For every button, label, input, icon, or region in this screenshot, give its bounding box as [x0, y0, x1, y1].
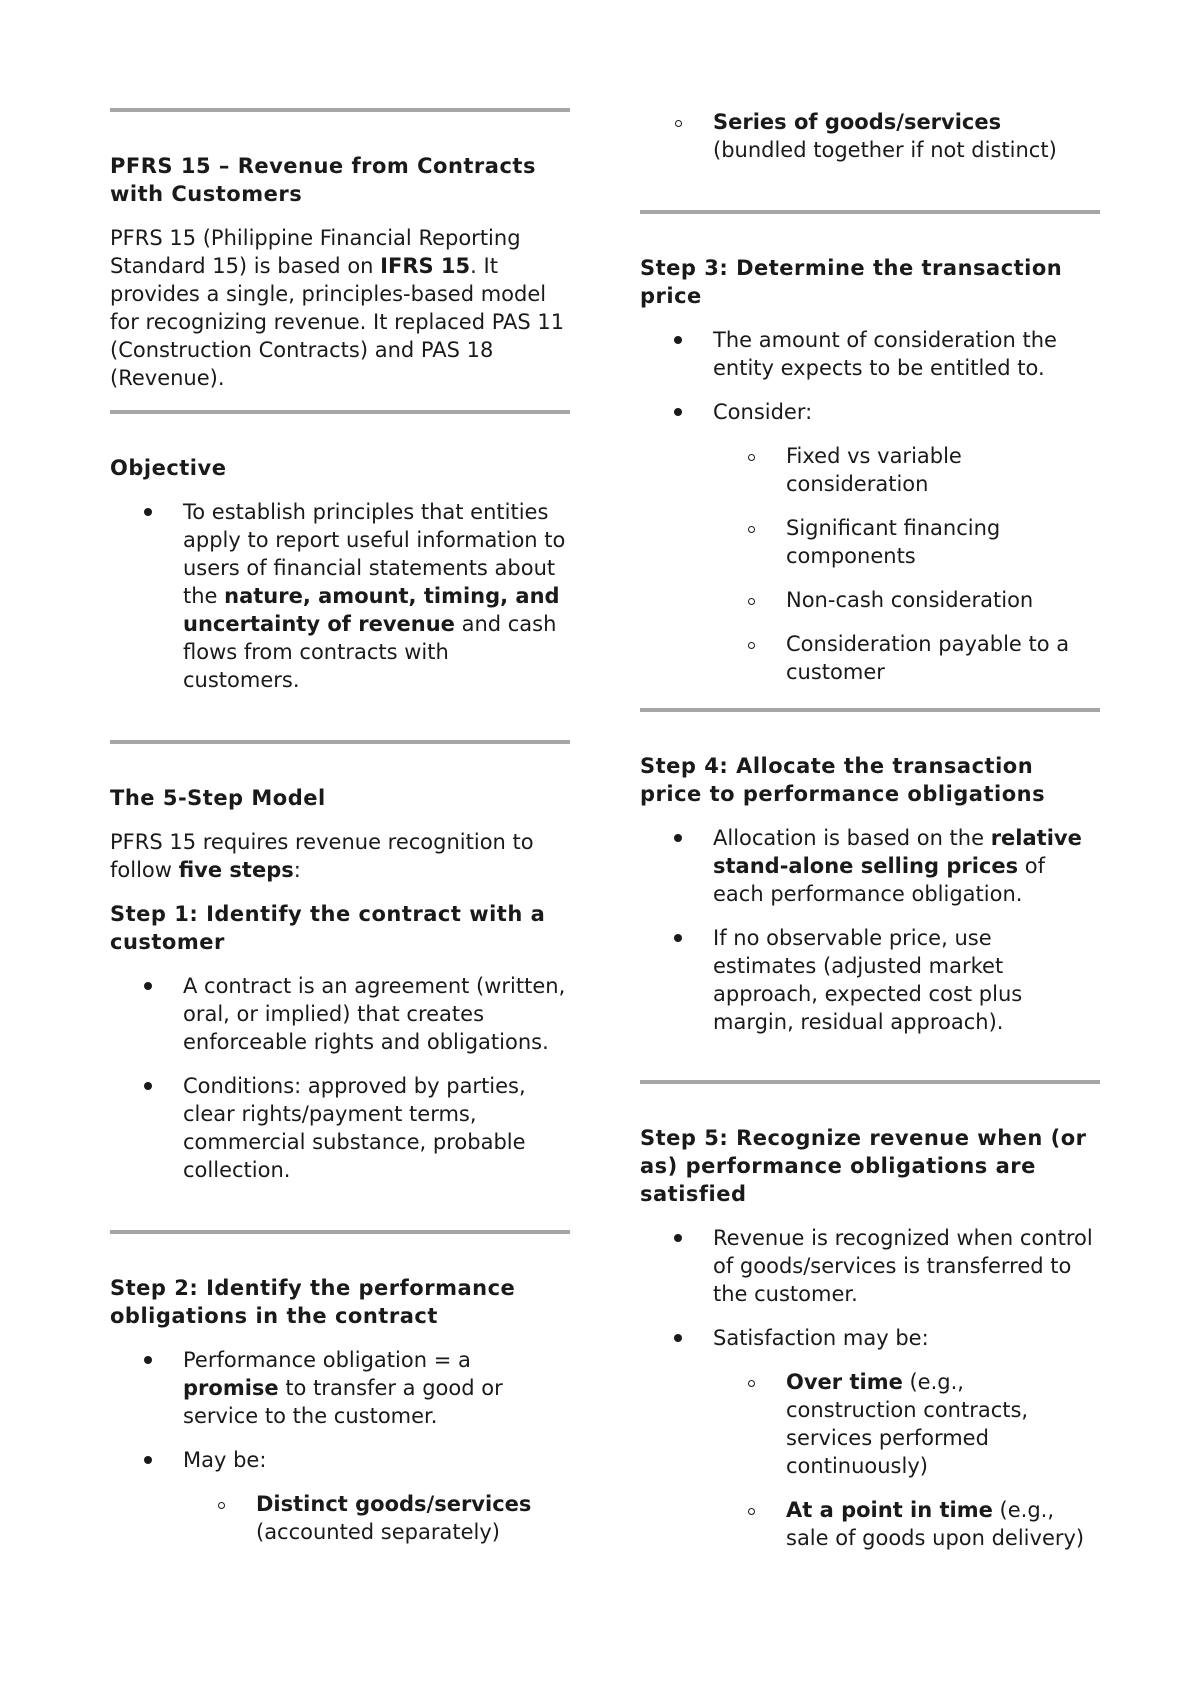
- step2-heading: Step 2: Identify the performance obligations in the contract: [110, 1276, 516, 1328]
- divider: [640, 210, 1100, 214]
- list-item: The amount of consideration the entity expects to be entitled to.: [640, 326, 1100, 382]
- sub-list-item: Non-cash consideration: [713, 586, 1100, 614]
- list-item: Revenue is recognized when control of goods/services is transferred to the customer.: [640, 1224, 1100, 1308]
- divider: [640, 708, 1100, 712]
- model-section: [110, 784, 570, 1200]
- step2-section: [110, 1274, 570, 1562]
- divider: [110, 1230, 570, 1234]
- model-heading: The 5-Step Model: [110, 786, 326, 810]
- sub-list-item: Significant financing components: [713, 514, 1100, 570]
- list-item: Satisfaction may be: Over time (e.g., construction contracts, services performed continuously) At a point in time (e.g., sale of goods upon delivery): [640, 1324, 1100, 1552]
- step3-section: [640, 254, 1100, 702]
- step5-heading: Step 5: Recognize revenue when (or as) performance obligations are satisfied: [640, 1126, 1087, 1206]
- document-title: PFRS 15 – Revenue from Contracts with Customers: [110, 154, 536, 206]
- list-item: Allocation is based on the relative stand-alone selling prices of each performance obligation.: [640, 824, 1100, 908]
- sub-list-item: At a point in time (e.g., sale of goods upon delivery): [713, 1496, 1100, 1552]
- sub-list-item: Distinct goods/services (accounted separately): [183, 1490, 570, 1546]
- list-item: Conditions: approved by parties, clear rights/payment terms, commercial substance, probable collection.: [110, 1072, 570, 1184]
- divider: [110, 740, 570, 744]
- list-item: Consider: Fixed vs variable consideration Significant financing components Non-cash consideration Consideration payable to a customer: [640, 398, 1100, 686]
- sub-list-item: Consideration payable to a customer: [713, 630, 1100, 686]
- step2-continued: [640, 108, 1100, 180]
- sub-list-item: Fixed vs variable consideration: [713, 442, 1100, 498]
- sub-list-item: Series of goods/services (bundled together if not distinct): [640, 108, 1100, 164]
- step1-heading: Step 1: Identify the contract with a customer: [110, 902, 546, 954]
- objective-heading: Objective: [110, 456, 227, 480]
- step5-section: [640, 1124, 1100, 1568]
- list-item: To establish principles that entities apply to report useful information to users of financial statements about the nature, amount, timing, and uncertainty of revenue and cash flows from contracts with customers.: [110, 498, 570, 694]
- sub-list-item: Over time (e.g., construction contracts, services performed continuously): [713, 1368, 1100, 1480]
- list-item-continued: [640, 108, 1100, 164]
- step4-section: [640, 752, 1100, 1052]
- list-item: May be: Distinct goods/services (accounted separately): [110, 1446, 570, 1546]
- divider: [110, 108, 570, 112]
- intro-section: [110, 152, 570, 392]
- model-paragraph: PFRS 15 requires revenue recognition to follow five steps:: [110, 830, 534, 882]
- step4-heading: Step 4: Allocate the transaction price to performance obligations: [640, 754, 1046, 806]
- objective-section: [110, 454, 570, 710]
- intro-paragraph: PFRS 15 (Philippine Financial Reporting Standard 15) is based on IFRS 15. It provides a single, principles-based model for recognizing revenue. It replaced PAS 11 (Construction Contracts) and PAS 18 (Revenue).: [110, 226, 565, 390]
- list-item: A contract is an agreement (written, oral, or implied) that creates enforceable rights and obligations.: [110, 972, 570, 1056]
- divider: [110, 410, 570, 414]
- step3-heading: Step 3: Determine the transaction price: [640, 256, 1063, 308]
- list-item: Performance obligation = a promise to transfer a good or service to the customer.: [110, 1346, 570, 1430]
- divider: [640, 1080, 1100, 1084]
- list-item: If no observable price, use estimates (adjusted market approach, expected cost plus margin, residual approach).: [640, 924, 1100, 1036]
